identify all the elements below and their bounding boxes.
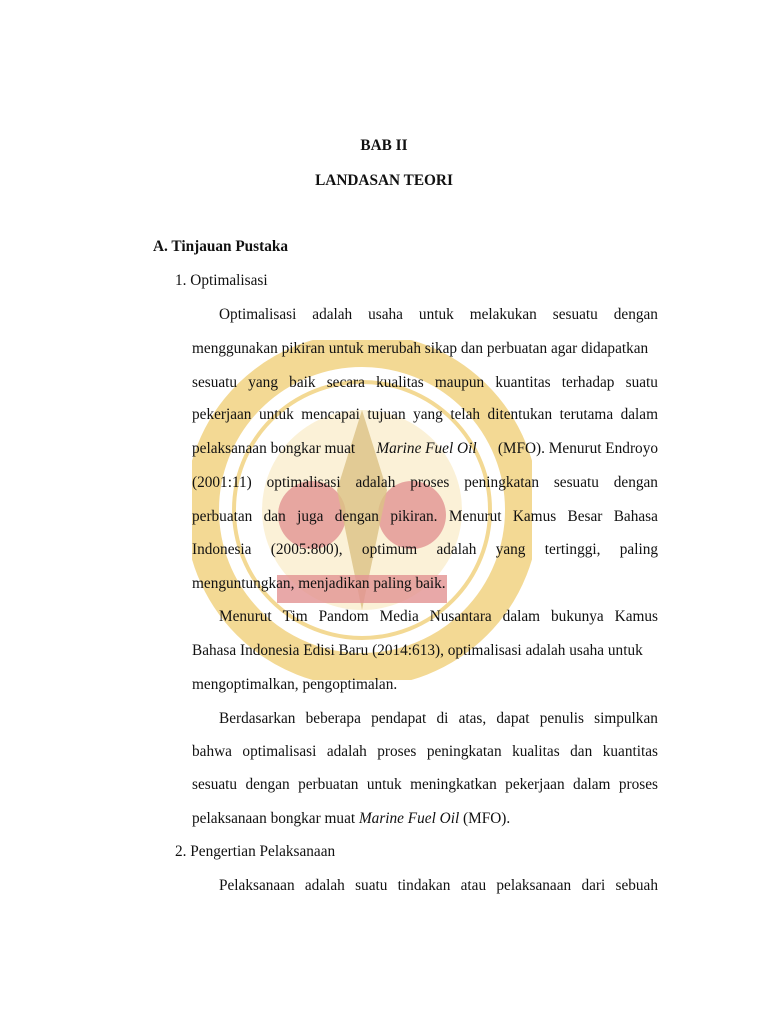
word: (2001:11) (192, 474, 252, 491)
word: adalah (326, 743, 367, 760)
word: kualitas (512, 743, 560, 760)
word: Tim (282, 608, 308, 625)
word: telah (450, 406, 481, 423)
paragraph-line: menguntungkan, menjadikan paling baik. (192, 575, 446, 592)
word: atau (460, 877, 487, 894)
chapter-title: LANDASAN TEORI (315, 172, 453, 189)
word: simpulkan (594, 710, 658, 727)
word: paling (619, 541, 658, 558)
word: terutama (559, 406, 614, 423)
word: Berdasarkan (219, 710, 296, 727)
word: beberapa (305, 710, 361, 727)
word: adalah (436, 541, 477, 558)
word: Indonesia (192, 541, 252, 558)
word: ditentukan (487, 406, 553, 423)
word: untuk (366, 776, 402, 793)
paragraph-line (219, 608, 658, 626)
word: pekerjaan (192, 406, 252, 423)
paragraph-line (192, 440, 658, 458)
subsection-heading: 2. Pengertian Pelaksanaan (175, 843, 336, 860)
word: adalah (312, 306, 353, 323)
paragraph-line (192, 508, 658, 526)
text-run: (MFO). (463, 810, 511, 827)
word: pelaksanaan (496, 877, 572, 894)
word: Kamus (614, 608, 658, 625)
word: Bahasa (613, 508, 658, 525)
paragraph-line: mengoptimalkan, pengoptimalan. (192, 676, 398, 693)
word: Nusantara (429, 608, 492, 625)
word: di (436, 710, 449, 727)
italic-term: Marine Fuel Oil (376, 440, 477, 457)
paragraph-line (219, 710, 658, 728)
word: kuantitas (602, 743, 658, 760)
section-heading: A. Tinjauan Pustaka (153, 238, 289, 255)
word: pendapat (371, 710, 427, 727)
word: penulis (539, 710, 584, 727)
paragraph-line (192, 743, 658, 761)
italic-term: Marine Fuel Oil (358, 810, 460, 827)
word: secara (326, 374, 365, 391)
word: optimalisasi (266, 474, 341, 491)
paragraph-line (192, 474, 658, 492)
word: dengan (334, 508, 379, 525)
word: juga (297, 508, 324, 525)
word: untuk (258, 406, 294, 423)
word: mencapai (301, 406, 360, 423)
word: baik (289, 374, 316, 391)
word: adalah (355, 474, 396, 491)
word: sesuatu (553, 474, 599, 491)
word: kualitas (376, 374, 424, 391)
word: sebuah (615, 877, 658, 894)
word: adalah (304, 877, 345, 894)
paragraph-line: Bahasa Indonesia Edisi Baru (2014:613), optimalisasi adalah usaha untuk (192, 642, 643, 659)
word: dapat (496, 710, 530, 727)
paragraph-line (192, 810, 510, 828)
word: Pelaksanaan (219, 877, 295, 894)
paragraph-line: menggunakan pikiran untuk merubah sikap dan perbuatan agar didapatkan (192, 340, 649, 357)
word: dalam (502, 608, 541, 625)
word: tujuan (367, 406, 406, 423)
word: pikiran. (390, 508, 438, 525)
word: Media (379, 608, 419, 625)
word: tindakan (397, 877, 451, 894)
text-run: pelaksanaan bongkar muat (192, 810, 356, 827)
word: terhadap (561, 374, 615, 391)
word: Besar (567, 508, 603, 525)
word: perbuatan (298, 776, 359, 793)
word: dari (581, 877, 606, 894)
word: dalam (573, 776, 611, 793)
word: atas, (458, 710, 487, 727)
chapter-number: BAB II (360, 137, 408, 154)
word: peningkatan (464, 474, 539, 491)
word: optimum (361, 541, 418, 558)
word: proses (377, 743, 417, 760)
word: sesuatu (192, 374, 238, 391)
word: suatu (625, 374, 658, 391)
paragraph-line (219, 306, 658, 324)
word: melakukan (469, 306, 537, 323)
word: meningkatkan (410, 776, 497, 793)
word: tertinggi, (544, 541, 601, 558)
word: dan (263, 508, 286, 525)
word: Kamus (512, 508, 557, 525)
text-run: (MFO). Menurut Endroyo (497, 440, 658, 457)
word: Pandom (318, 608, 369, 625)
word: usaha (368, 306, 403, 323)
paragraph-line (219, 877, 658, 895)
word: kuantitas (495, 374, 551, 391)
word: bahwa (192, 743, 232, 760)
paragraph-line (192, 541, 658, 559)
paragraph-line (192, 406, 658, 424)
subsection-heading: 1. Optimalisasi (175, 272, 268, 289)
text-run: pelaksanaan bongkar muat (192, 440, 356, 457)
word: Optimalisasi (219, 306, 297, 323)
word: bukunya (551, 608, 604, 625)
word: Menurut (219, 608, 272, 625)
word: proses (618, 776, 658, 793)
word: dengan (245, 776, 290, 793)
word: peningkatan (426, 743, 502, 760)
word: yang (413, 406, 443, 423)
word: pekerjaan (505, 776, 565, 793)
word: yang (495, 541, 526, 558)
word: dengan (613, 306, 658, 323)
word: maupun (434, 374, 485, 391)
word: suatu (355, 877, 388, 894)
word: (2005:800), (270, 541, 343, 558)
word: dengan (613, 474, 658, 491)
word: sesuatu (552, 306, 598, 323)
word: optimalisasi (242, 743, 317, 760)
word: proses (410, 474, 450, 491)
paragraph-line (192, 776, 658, 794)
word: untuk (418, 306, 454, 323)
word: perbuatan (192, 508, 253, 525)
paragraph-line (192, 374, 658, 392)
word: dalam (620, 406, 658, 423)
word: sesuatu (192, 776, 238, 793)
word: dan (570, 743, 593, 760)
word: Menurut (448, 508, 502, 525)
word: yang (248, 374, 278, 391)
